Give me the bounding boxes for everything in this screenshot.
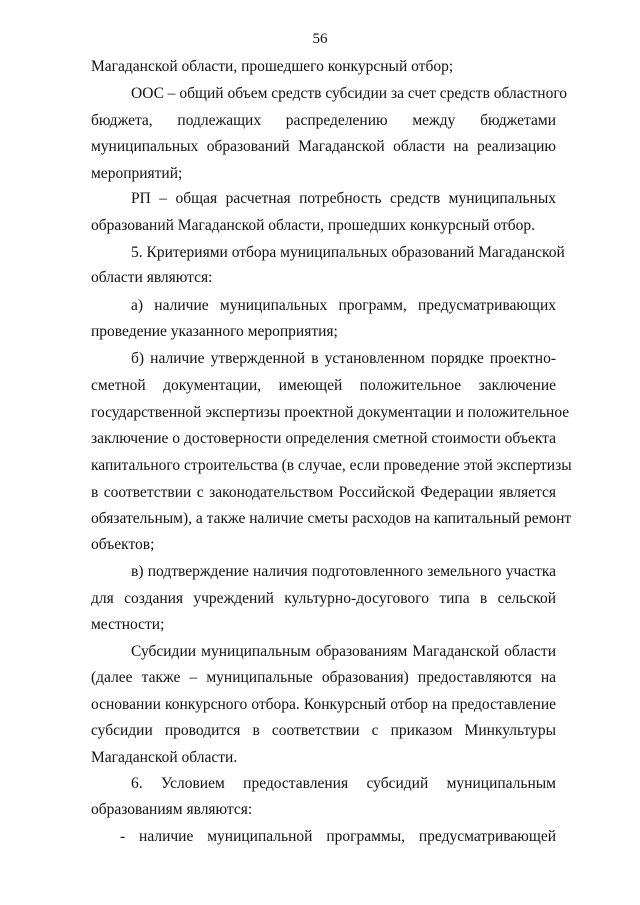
text-line: обязательным), а также наличие сметы расходов на капитальный ремонт — [91, 510, 572, 527]
text-line: 6. Условием предоставления субсидий муниципальным — [131, 775, 556, 792]
text-line: капитального строительства (в случае, если проведение этой экспертизы — [91, 457, 572, 474]
text-line: для создания учреждений культурно-досугового типа в сельской — [91, 590, 556, 607]
text-line: мероприятий; — [91, 165, 183, 182]
text-line: 5. Критериями отбора муниципальных образований Магаданской — [131, 244, 565, 261]
text-line: ООС – общий объем средств субсидии за счет средств областного — [131, 85, 568, 102]
text-line: Субсидии муниципальным образованиям Магаданской области — [131, 643, 556, 660]
text-line: образований Магаданской области, прошедших конкурсный отбор. — [91, 217, 535, 234]
text-line: заключение о достоверности определения сметной стоимости объекта — [91, 430, 556, 447]
text-line: области являются: — [91, 269, 213, 286]
text-line: бюджета, подлежащих распределению между бюджетами — [91, 112, 556, 129]
text-line: субсидии проводится в соответствии с приказом Минкультуры — [91, 722, 556, 739]
text-line: проведение указанного мероприятия; — [91, 323, 338, 340]
text-line: Магаданской области, прошедшего конкурсный отбор; — [91, 58, 454, 75]
page-number: 56 — [312, 31, 328, 47]
text-line: в соответствии с законодательством Российской Федерации является — [91, 484, 556, 501]
text-line: РП – общая расчетная потребность средств муниципальных — [131, 190, 556, 207]
text-line: образованиям являются: — [91, 801, 253, 818]
text-line: - наличие муниципальной программы, предусматривающей — [120, 828, 556, 845]
text-line: муниципальных образований Магаданской области на реализацию — [91, 138, 556, 155]
text-line: (далее также – муниципальные образования) предоставляются на — [91, 669, 556, 686]
text-line: местности; — [91, 616, 165, 633]
text-line: а) наличие муниципальных программ, предусматривающих — [131, 297, 556, 314]
text-line: Магаданской области. — [91, 749, 238, 766]
text-line: в) подтверждение наличия подготовленного земельного участка — [131, 563, 556, 580]
text-line: б) наличие утвержденной в установленном порядке проектно- — [131, 350, 556, 367]
text-line: государственной экспертизы проектной документации и положительное — [91, 404, 570, 421]
text-line: сметной документации, имеющей положительное заключение — [91, 377, 556, 394]
text-line: объектов; — [91, 536, 155, 553]
text-line: основании конкурсного отбора. Конкурсный отбор на предоставление — [91, 696, 556, 713]
